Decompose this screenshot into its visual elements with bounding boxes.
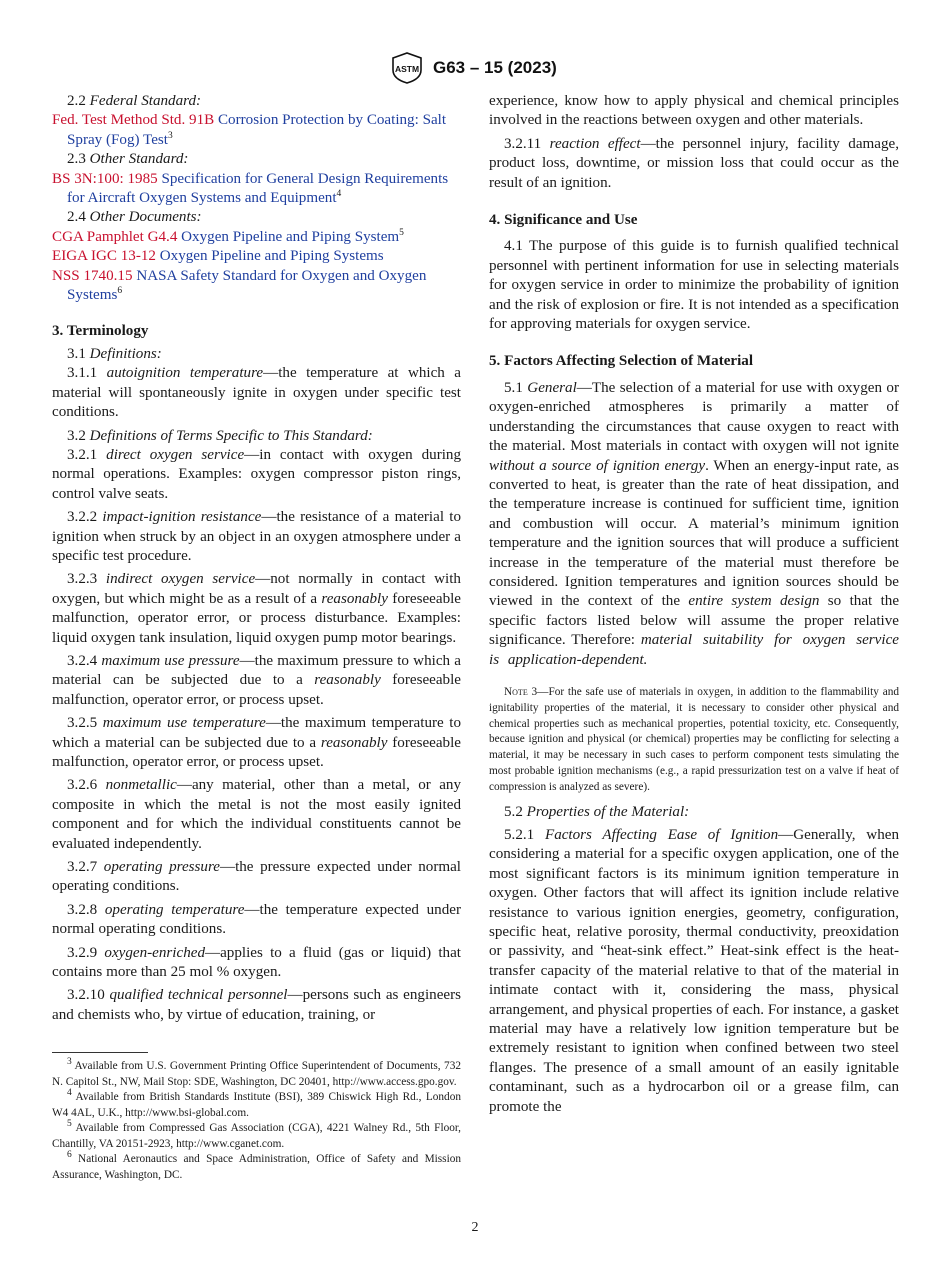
- para-3-2-2: 3.2.2 impact-ignition resistance—the resistance of a material to ignition when struck by an object in an oxygen atmosphere under a specific test procedure.: [52, 509, 461, 564]
- ref-bs[interactable]: BS 3N:100: 1985 Specification for General Design Requirements for Aircraft Oxygen Systems and Equipment$^4$: [52, 170, 449, 207]
- para-3-1: 3.1 Definitions:: [67, 345, 162, 362]
- footnote-3: $^3$ Available from U.S. Government Printing Office Superintendent of Documents, 732 N. Capitol St., NW, Mail Stop: SDE, Washington, DC 20401, http://www.access.gpo.gov.: [52, 1057, 461, 1088]
- ref-nss[interactable]: NSS 1740.15 NASA Safety Standard for Oxygen and Oxygen Systems$^6$: [52, 267, 427, 304]
- ref-eiga[interactable]: EIGA IGC 13-12 Oxygen Pipeline and Piping Systems: [52, 248, 384, 265]
- page-number: 2: [471, 1220, 479, 1235]
- left-column: [52, 92, 461, 1025]
- footnotes: [52, 1059, 461, 1183]
- section-2-2-heading: 2.2 Federal Standard:: [67, 93, 202, 109]
- para-3-2-4: 3.2.4 maximum use pressure—the maximum pressure to which a material can be subjected due to a reasonably foreseeable malfunction, operator error, or process upset.: [52, 652, 461, 708]
- para-3-2-6: 3.2.6 nonmetallic—any material, other than a metal, or any composite in which the metal is not the most easily ignited component and for which the individual constituents cannot be evaluated independently.: [52, 777, 461, 852]
- para-5-2-1: 5.2.1 Factors Affecting Ease of Ignition—Generally, when considering a material for a specific oxygen application, one of the most significant factors is its minimum ignition temperature in oxygen. Other factors that will affect its ignition include relative resistance to various ignition energies, geometry, configuration, specific heat, relative porosity, thermal conductivity, preoxidation or passivity, and “heat-sink effect.” Heat-sink effect is the heat-transfer capacity of the material relative to that of the material in intimate contact with it, considering the mass, physical arrangement, and physical properties of each. For instance, a gasket material may have a relatively low ignition temperature but be extremely resistant to ignition when confined between two steel flanges. The presence of a small amount of an easily ignitable contaminant, such as a hydrocarbon oil or a grease film, can promote the: [489, 826, 900, 1115]
- note-3: Note 3—For the safe use of materials in oxygen, in addition to the flammability and ignitability properties of the material, it is necessary to consider other physical and chemical properties such as mechanical properties, potential toxicity, etc. Consequently, because ignition and physical (or chemical) properties may be conflicting for selecting a material, it may be necessary in such cases to perform component tests simulating the most probable ignition mechanisms (e.g., a rapid pressurization test on a valve if heat of compression is analyzed as severe).: [489, 685, 900, 793]
- para-5-2: 5.2 Properties of the Material:: [504, 803, 690, 820]
- section-2-3-heading: 2.3 Other Standard:: [67, 151, 189, 168]
- footnote-4: $^4$ Available from British Standards Institute (BSI), 389 Chiswick High Rd., London W4 4AL, U.K., http://www.bsi-global.com.: [52, 1088, 461, 1119]
- section-3-heading: 3. Terminology: [52, 323, 149, 340]
- section-4-heading: 4. Significance and Use: [489, 212, 638, 229]
- document-id: G63 – 15 (2023): [433, 58, 557, 77]
- para-3-2-7: 3.2.7 operating pressure—the pressure expected under normal operating conditions.: [52, 859, 461, 895]
- footnote-6: $^6$ National Aeronautics and Space Administration, Office of Safety and Mission Assurance, Washington, DC.: [52, 1150, 461, 1181]
- section-2-4-heading: 2.4 Other Documents:: [67, 209, 202, 226]
- ref-fed-std[interactable]: Fed. Test Method Std. 91B Corrosion Protection by Coating: Salt Spray (Fog) Test$^3$: [52, 112, 447, 148]
- para-3-2-11: 3.2.11 reaction effect—the personnel injury, facility damage, product loss, downtime, or mission loss that could occur as the result of an ignition.: [489, 135, 899, 191]
- para-3-2-9: 3.2.9 oxygen-enriched—applies to a fluid (gas or liquid) that contains more than 25 mol % oxygen.: [52, 944, 461, 981]
- logo-text: ASTM: [394, 64, 420, 74]
- para-3-2-10: 3.2.10 qualified technical personnel—persons such as engineers and chemists who, by virtue of education, training, or: [52, 987, 461, 1023]
- page-header: [0, 50, 950, 90]
- para-3-2-10-continued: experience, know how to apply physical and chemical principles involved in the reactions between oxygen and other materials.: [489, 93, 899, 129]
- footnote-5: $^5$ Available from Compressed Gas Association (CGA), 4221 Walney Rd., 5th Floor, Chantilly, VA 20151-2923, http://www.cganet.com.: [52, 1119, 462, 1150]
- right-column: [489, 92, 899, 1117]
- astm-logo-icon: [388, 52, 426, 84]
- para-3-2: 3.2 Definitions of Terms Specific to This Standard:: [67, 427, 373, 444]
- para-3-2-1: 3.2.1 direct oxygen service—in contact with oxygen during normal operations. Examples: oxygen compressor piston rings, control valve seats.: [52, 446, 462, 502]
- para-3-1-1: 3.1.1 autoignition temperature—the temperature at which a material will spontaneously ignite in oxygen under specific test conditions.: [52, 365, 461, 421]
- ref-cga[interactable]: CGA Pamphlet G4.4 Oxygen Pipeline and Piping System$^5$: [52, 227, 404, 245]
- para-3-2-5: 3.2.5 maximum use temperature—the maximum temperature to which a material can be subjected due to a reasonably foreseeable malfunction, operator error, or process upset.: [52, 715, 461, 770]
- para-3-2-8: 3.2.8 operating temperature—the temperature expected under normal operating conditions.: [52, 901, 461, 938]
- para-5-1: 5.1 General—The selection of a material for use with oxygen or oxygen-enriched atmospheres is primarily a matter of understanding the circumstances that cause oxygen to react with the material. Most materials in contact with oxygen will not ignite without a source of ignition energy. When an energy-input rate, as converted to heat, is greater than the rate of heat dissipation, and the temperature increase is continued for sufficient time, ignition and combustion will occur. A material’s minimum ignition temperature and the ignition sources that will produce a sufficient increase in the temperature of the material must therefore be considered. Ignition temperatures and ignition sources should be viewed in the context of the entire system design so that the specific factors listed below will assume the proper relative significance. Therefore: material suitability for oxygen service is application-dependent.: [489, 379, 900, 668]
- section-5-heading: 5. Factors Affecting Selection of Material: [489, 353, 754, 370]
- footnote-divider: [52, 1052, 148, 1053]
- para-3-2-3: 3.2.3 indirect oxygen service—not normally in contact with oxygen, but which might be as a result of a reasonably foreseeable malfunction, operator error, or process disturbance. Examples: liquid oxygen tank insulation, liquid oxygen pump motor bearings.: [52, 571, 462, 646]
- para-4-1: 4.1 The purpose of this guide is to furnish qualified technical personnel with pertinent information for use in selecting materials for oxygen service in order to minimize the probability of ignition and the risk of explosion or fire. It is not intended as a specification for approving materials for oxygen service.: [489, 238, 899, 333]
